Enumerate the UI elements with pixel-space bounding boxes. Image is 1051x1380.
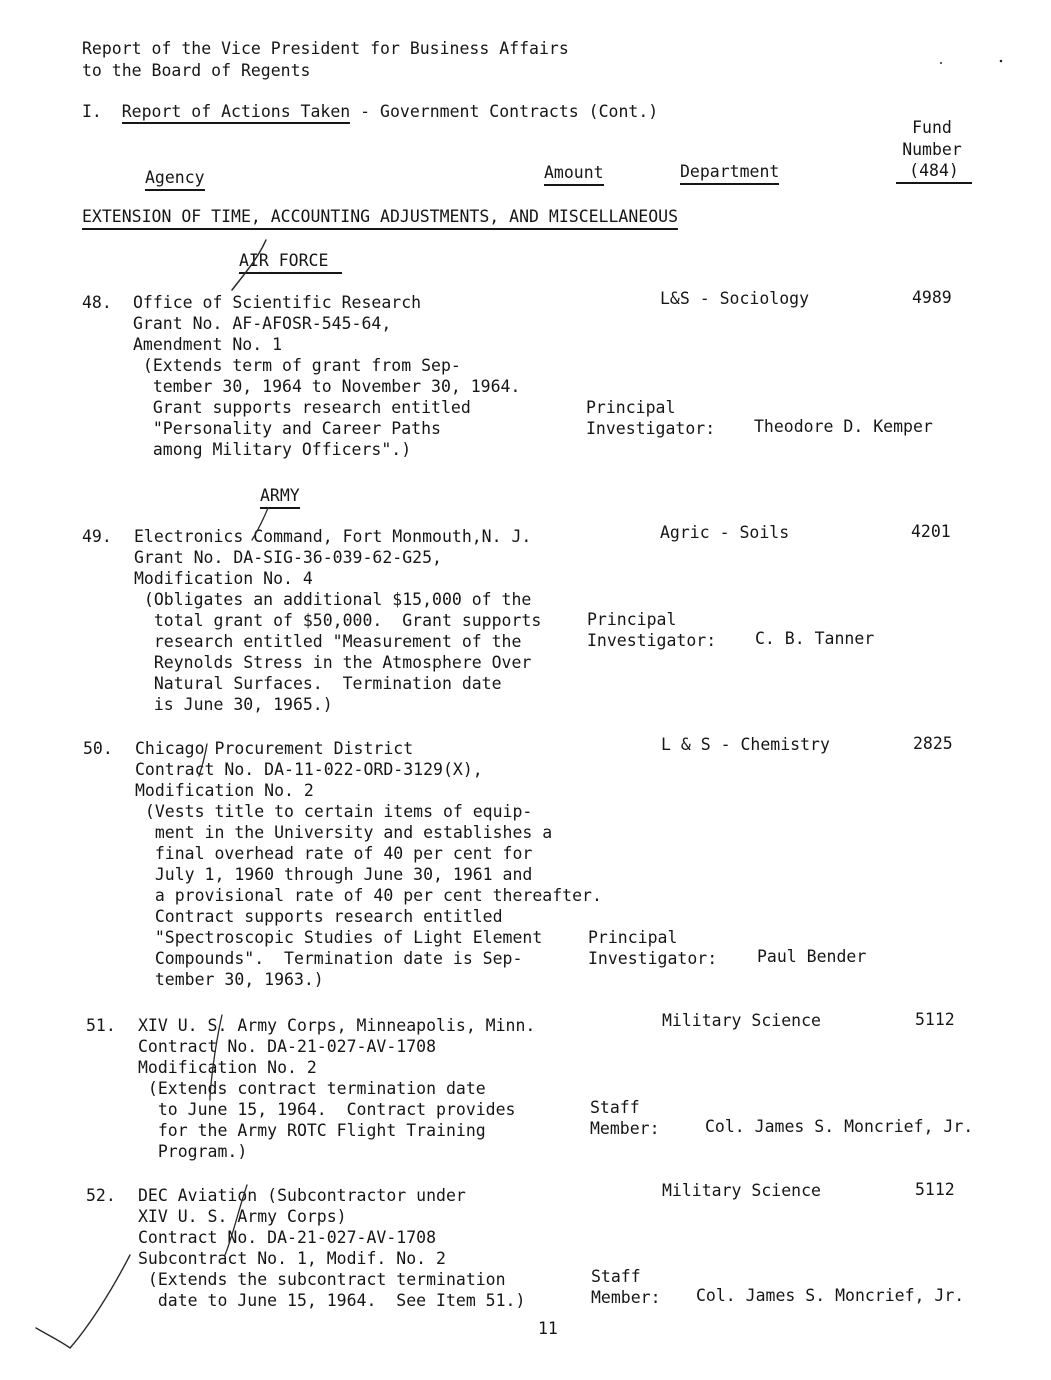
item-number: 48. [82, 293, 112, 312]
item-department: Agric - Soils [660, 523, 790, 542]
role-label-line2: Investigator: [587, 631, 717, 650]
person-name: C. B. Tanner [755, 629, 875, 648]
item-department: Military Science [662, 1181, 821, 1200]
item-department: L & S - Chemistry [661, 735, 830, 754]
item-number: 51. [86, 1016, 116, 1035]
section-numeral: I. [82, 102, 102, 121]
role-label: Principal [587, 610, 677, 629]
item-description: XIV U. S. Army Corps, Minneapolis, Minn. Contract No. DA-21-027-AV-1708 Modification No. 2 (Extends contract termination date to June 15, 1964. Contract provides for the Army ROTC Flight Training Program.) [138, 1016, 536, 1161]
role-label-line2: Investigator: [588, 949, 718, 968]
item-number: 49. [82, 527, 112, 546]
item-fund-number: 2825 [913, 734, 953, 753]
role-label: Principal [588, 928, 678, 947]
person-name: Paul Bender [757, 947, 867, 966]
page-number: 11 [538, 1319, 558, 1338]
fund-header-line3: (484) [896, 160, 972, 184]
item-fund-number: 5112 [915, 1010, 955, 1029]
person-name: Theodore D. Kemper [754, 417, 933, 436]
group-heading-air-force: AIR FORCE [239, 250, 342, 274]
ink-dot [940, 62, 942, 64]
role-label-line2: Investigator: [586, 419, 716, 438]
fund-header-line1: Fund [912, 118, 952, 137]
item-description: Office of Scientific Research Grant No. AF-AFOSR-545-64, Amendment No. 1 (Extends term of grant from Sep- tember 30, 1964 to November 30, 1964. Grant supports research entitled "Personality and Career Paths among Military Officers".) [133, 293, 521, 459]
department-column-header: Department [680, 161, 779, 185]
role-label: Principal [586, 398, 676, 417]
item-fund-number: 5112 [915, 1180, 955, 1199]
fund-header-line2: Number [902, 140, 962, 159]
role-label-line2: Member: [590, 1119, 660, 1138]
agency-column-header: Agency [145, 167, 205, 191]
item-description: DEC Aviation (Subcontractor under XIV U. S. Army Corps) Contract No. DA-21-027-AV-1708 Subcontract No. 1, Modif. No. 2 (Extends the subcontract termination date to June 15, 1964. See Item 51.) [138, 1186, 526, 1310]
section-title: Report of Actions Taken [122, 102, 350, 124]
amount-column-header: Amount [544, 162, 604, 186]
item-number: 50. [83, 739, 113, 758]
role-label: Staff [590, 1098, 640, 1117]
category-heading: EXTENSION OF TIME, ACCOUNTING ADJUSTMENTS, AND MISCELLANEOUS [82, 206, 678, 230]
checkmark-stroke [36, 1255, 130, 1348]
item-department: L&S - Sociology [660, 289, 810, 308]
group-heading-army: ARMY [260, 485, 300, 509]
item-fund-number: 4989 [912, 288, 952, 307]
report-header-line1: Report of the Vice President for Business Affairs [82, 39, 569, 58]
item-department: Military Science [662, 1011, 821, 1030]
item-description: Chicago Procurement District Contract No. DA-11-022-ORD-3129(X), Modification No. 2 (Vests title to certain items of equip- ment in the University and establishes a final overhead rate of 40 per cent for July 1, 1960 through June 30, 1961 and a provisional rate of 40 per cent thereafter. Contract supports research entitled "Spectroscopic Studies of Light Element Compounds". Termination date is Sep- tember 30, 1963.) [135, 739, 602, 989]
section-heading [82, 101, 658, 122]
item-number: 52. [86, 1186, 116, 1205]
person-name: Col. James S. Moncrief, Jr. [705, 1117, 974, 1136]
ink-dot [1000, 60, 1003, 63]
role-label-line2: Member: [591, 1288, 661, 1307]
role-label: Staff [591, 1267, 641, 1286]
item-fund-number: 4201 [911, 522, 951, 541]
item-description: Electronics Command, Fort Monmouth,N. J. Grant No. DA-SIG-36-039-62-G25, Modification No. 4 (Obligates an additional $15,000 of the total grant of $50,000. Grant supports research entitled "Measurement of the Reynolds Stress in the Atmosphere Over Natural Surfaces. Termination date is June 30, 1965.) [134, 527, 542, 714]
person-name: Col. James S. Moncrief, Jr. [696, 1286, 965, 1305]
section-subtitle: - Government Contracts (Cont.) [360, 102, 659, 121]
report-header-line2: to the Board of Regents [82, 61, 311, 80]
